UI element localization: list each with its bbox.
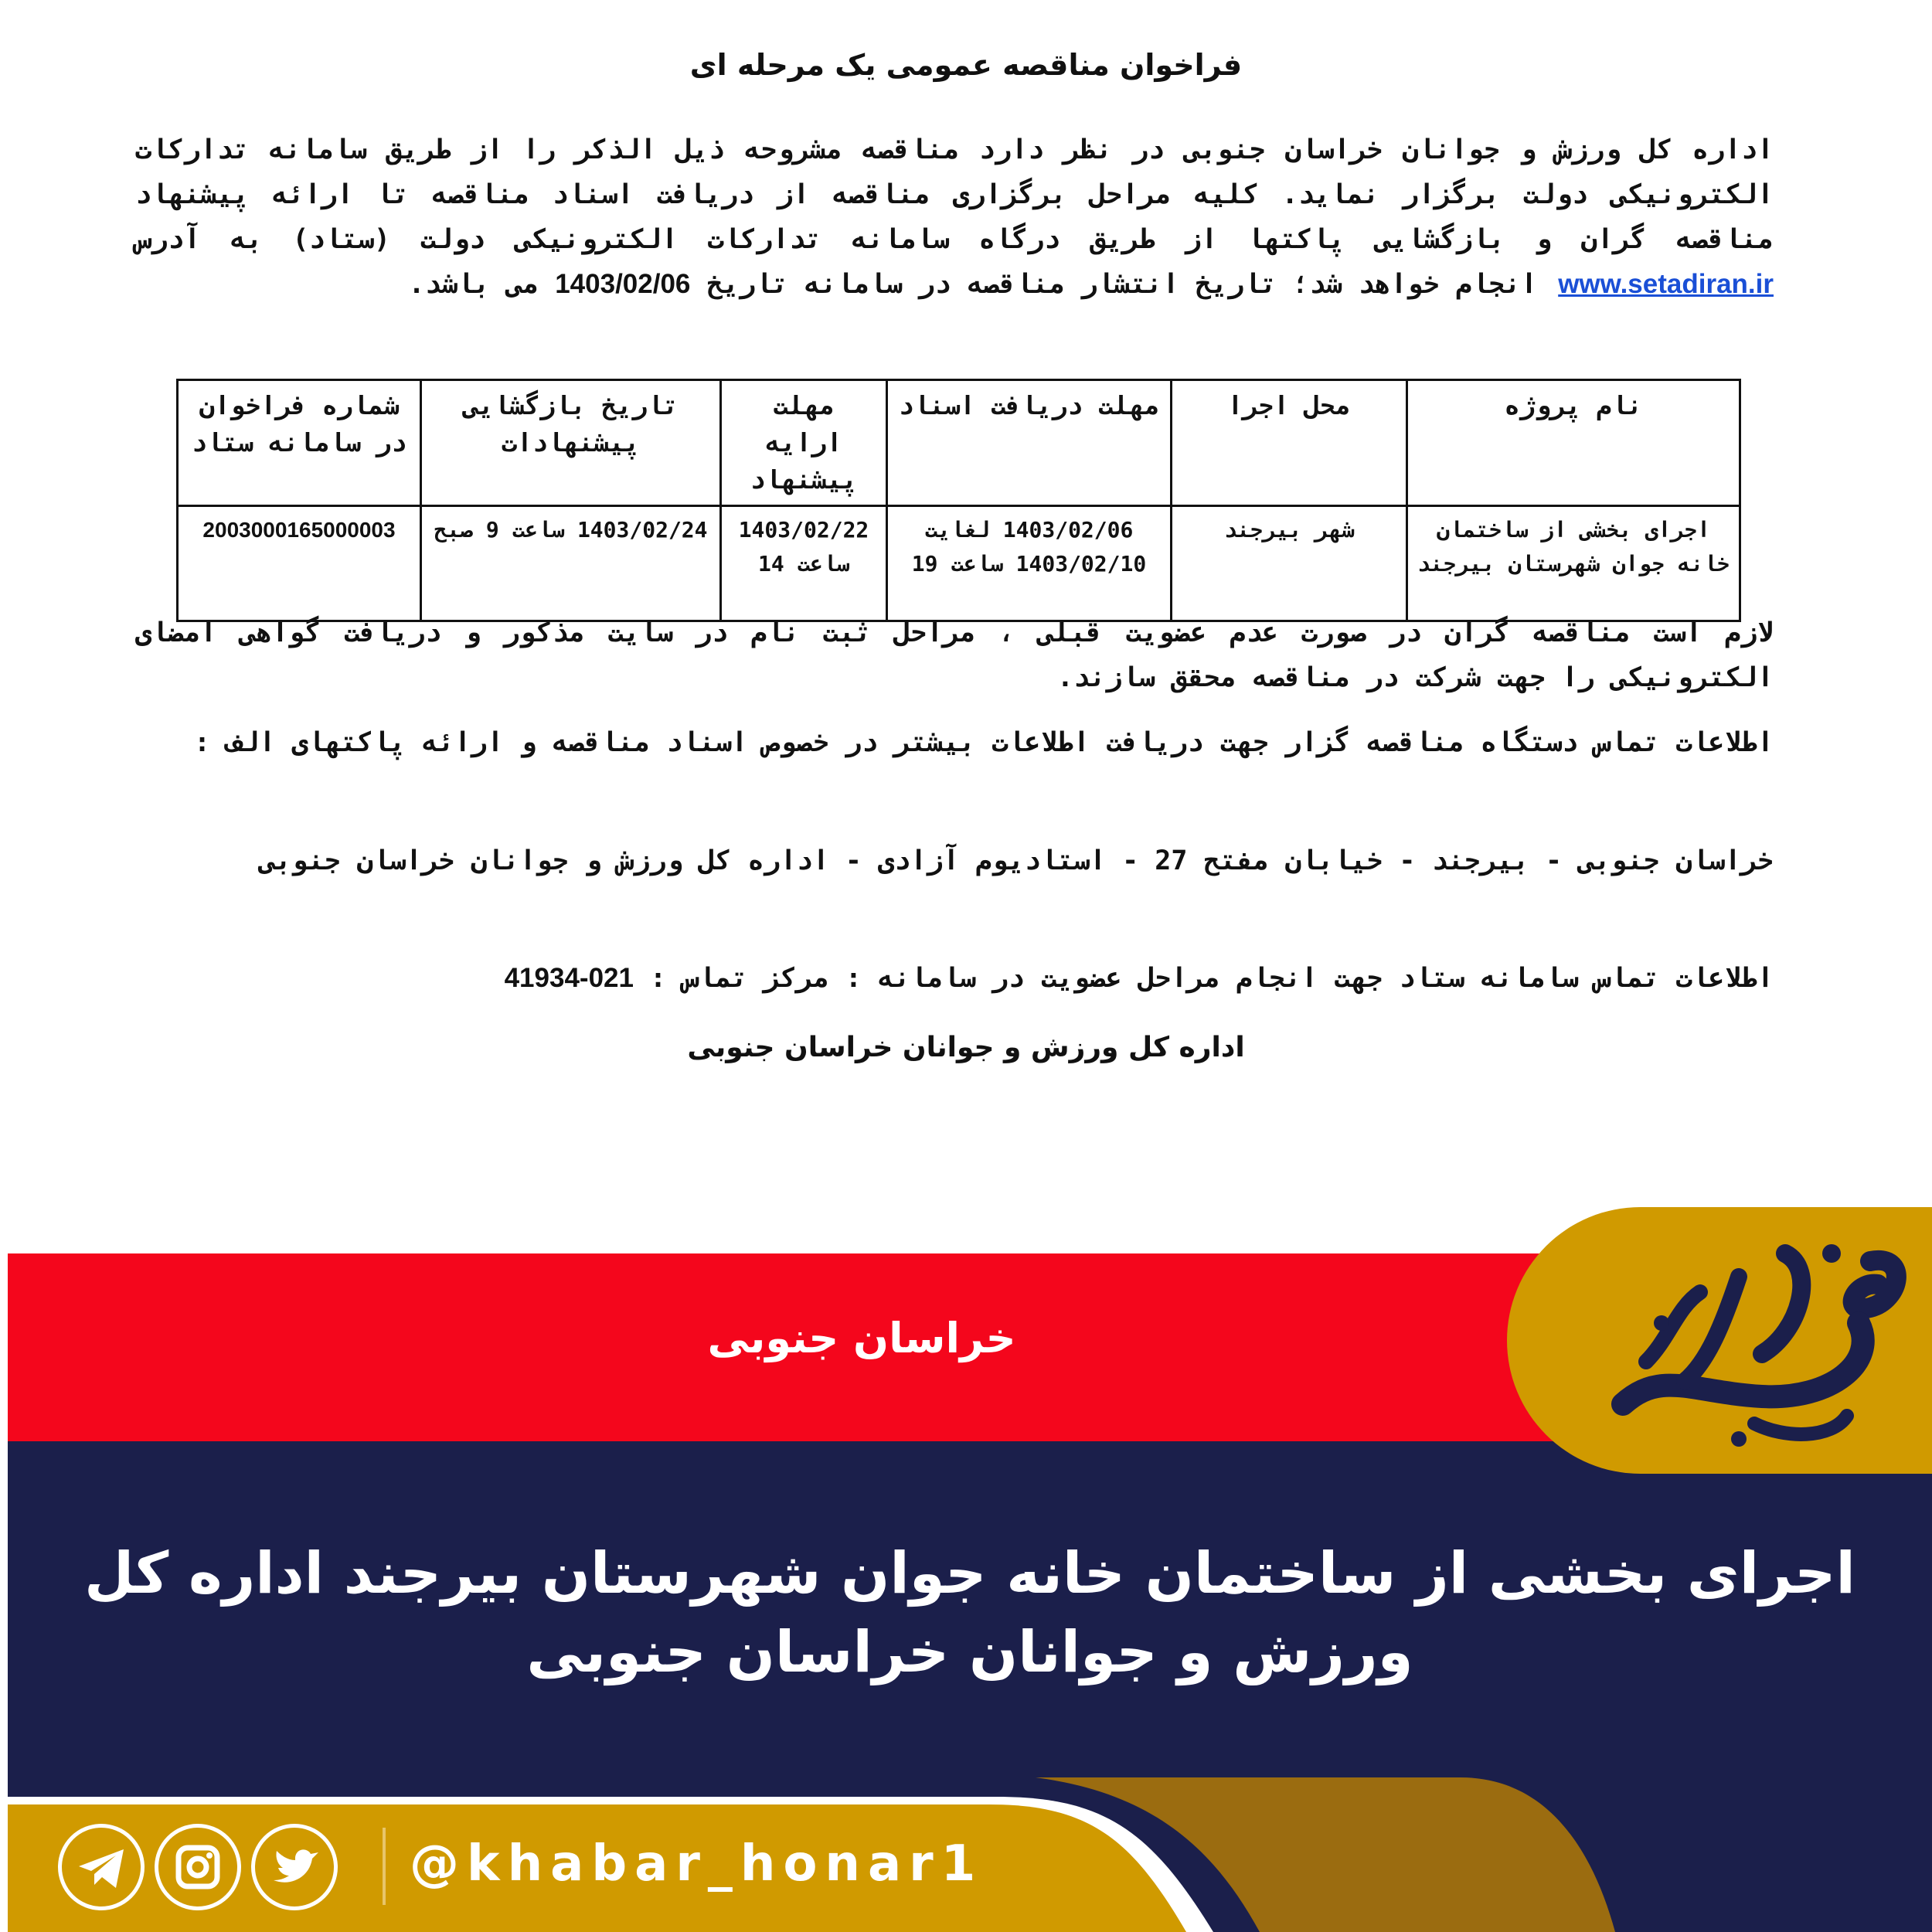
intro-text-end: می باشد.	[408, 269, 539, 300]
membership-paragraph: لازم است مناقصه گران در صورت عدم عضویت قبلی ، مراحل ثبت نام در سایت مذکور و دریافت گواهی امضای الکترونیکی را جهت شرکت در مناقصه محقق سازند.	[135, 617, 1774, 693]
publish-date: 1403/02/06	[555, 269, 691, 299]
footer-divider	[383, 1828, 386, 1905]
signature: اداره کل ورزش و جوانان خراسان جنوبی	[687, 1032, 1245, 1063]
contact-intro-paragraph: اطلاعات تماس دستگاه مناقصه گزار جهت دریافت اطلاعات بیشتر در خصوص اسناد مناقصه و ارائه پاکتهای الف :	[194, 727, 1774, 758]
header-project: نام پروژه	[1407, 380, 1740, 506]
tender-table	[176, 379, 1741, 622]
headline: اجرای بخشی از ساختمان خانه جوان شهرستان بیرجند اداره کل ورزش و جوانان خراسان جنوبی	[84, 1540, 1855, 1685]
telegram-button[interactable]	[58, 1824, 145, 1910]
social-handle[interactable]: @khabar_honar1	[410, 1835, 984, 1893]
cell-opening-date: 1403/02/24 ساعت 9 صبح	[421, 506, 721, 621]
intro-text: اداره کل ورزش و جوانان خراسان جنوبی در نظر دارد مناقصه مشروحه ذیل الذکر را از طریق سامانه تدارکات الکترونیکی دولت برگزار نماید. کلیه مراحل برگزاری مناقصه از دریافت اسناد مناقصه تا ارائه پیشنهاد مناقصه گران و بازگشایی پاکتها از طریق درگاه سامانه تدارکات الکترونیکی دولت (ستاد) به آدرس	[135, 134, 1774, 255]
header-call-number: شماره فراخوان در سامانه ستاد	[178, 380, 421, 506]
table-row	[178, 506, 1740, 621]
telegram-icon	[62, 1828, 141, 1906]
setad-contact-paragraph	[135, 956, 1774, 1001]
header-opening-date: تاریخ بازگشایی پیشنهادات	[421, 380, 721, 506]
table-header-row	[178, 380, 1740, 506]
setad-contact-text: اطلاعات تماس سامانه ستاد جهت انجام مراحل عضویت در سامانه : مرکز تماس :	[650, 963, 1774, 994]
setadiran-link[interactable]: www.setadiran.ir	[1558, 269, 1774, 299]
setad-phone: 021-41934	[504, 963, 634, 993]
logo	[1507, 1207, 1932, 1474]
instagram-icon	[158, 1828, 237, 1906]
address-paragraph: خراسان جنوبی - بیرجند - خیابان مفتح 27 - استادیوم آزادی - اداره کل ورزش و جوانان خراسان جنوبی	[259, 845, 1774, 876]
header-offer-deadline: مهلت ارایه پیشنهاد	[721, 380, 887, 506]
header-location: محل اجرا	[1172, 380, 1407, 506]
intro-text-after-link: انجام خواهد شد؛ تاریخ انتشار مناقصه در سامانه تاریخ	[706, 269, 1538, 300]
document-title: فراخوان مناقصه عمومی یک مرحله ای	[689, 48, 1243, 82]
header-docs-deadline: مهلت دریافت اسناد	[887, 380, 1172, 506]
cell-offer-deadline: 1403/02/22 ساعت 14	[721, 506, 887, 621]
twitter-button[interactable]	[251, 1824, 338, 1910]
cell-docs-deadline: 1403/02/06 لغایت 1403/02/10 ساعت 19	[887, 506, 1172, 621]
logo-calligraphy-icon	[1507, 1207, 1932, 1474]
cell-project: اجرای بخشی از ساختمان خانه جوان شهرستان بیرجند	[1407, 506, 1740, 621]
instagram-button[interactable]	[155, 1824, 241, 1910]
cell-location: شهر بیرجند	[1172, 506, 1407, 621]
cell-call-number: 2003000165000003	[178, 506, 421, 621]
twitter-icon	[255, 1828, 334, 1906]
region-label: خراسان جنوبی	[707, 1314, 1016, 1362]
intro-paragraph	[135, 128, 1774, 307]
